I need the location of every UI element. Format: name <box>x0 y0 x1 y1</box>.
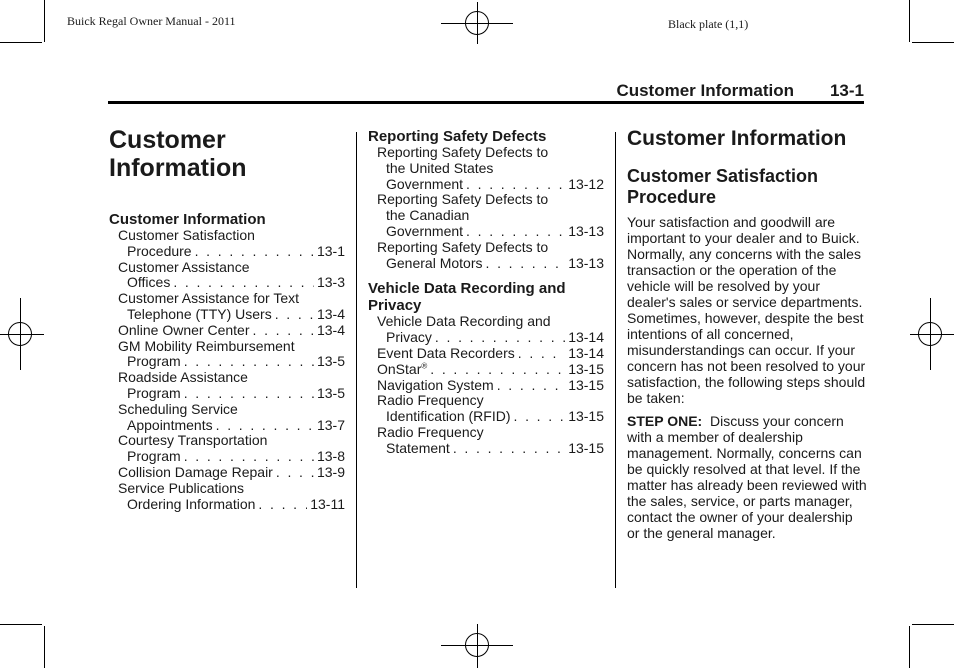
leader-dots <box>430 362 565 378</box>
toc-page-ref: 13-4 <box>316 321 345 338</box>
toc-page-ref: 13-15 <box>568 376 604 393</box>
toc-entry-line: Reporting Safety Defects to <box>377 191 549 208</box>
toc-column-2 <box>368 128 604 457</box>
toc-entry-line: OnStar <box>377 360 422 377</box>
toc-entry-line: Reporting Safety Defects to <box>377 144 549 160</box>
leader-dots <box>184 354 314 370</box>
toc-entry-line: Program <box>127 353 181 370</box>
registration-crosshair <box>0 334 44 335</box>
toc-page-ref: 13-1 <box>316 242 345 259</box>
crop-mark <box>44 0 45 42</box>
toc-entry-line: the United States <box>386 159 494 176</box>
toc-entry-line: Offices <box>127 274 171 291</box>
toc-heading-line: Vehicle Data Recording and <box>368 280 566 298</box>
toc-page-ref: 13-5 <box>316 384 345 401</box>
step-label: STEP ONE: <box>627 413 703 429</box>
leader-dots <box>184 386 314 402</box>
leader-dots <box>195 244 314 260</box>
toc-entry-line: Reporting Safety Defects to <box>377 238 549 255</box>
column-divider <box>615 132 616 588</box>
toc-entry-line: Courtesy Transportation <box>118 432 268 449</box>
toc-page-ref: 13-12 <box>568 175 604 192</box>
toc-entry-line: Customer Assistance <box>118 258 250 275</box>
chapter-title <box>109 126 247 182</box>
toc-heading-line: Privacy <box>368 297 422 315</box>
registered-mark: ® <box>421 361 428 371</box>
toc-entry[interactable] <box>109 433 345 465</box>
toc-entry[interactable] <box>368 393 604 425</box>
leader-dots <box>184 449 314 465</box>
leader-dots <box>276 465 314 481</box>
intro-paragraph: Your satisfaction and goodwill are important to your dealer and to Buick. Normally, any concerns with the sales transaction or the operation of the vehicle will be resolved by your dealer's sales or service departments. Sometimes, however, despite the best intentions of all concerned, misunderstandings can occur. If your concern has not been resolved to your satisfaction, the following steps should be taken: <box>627 214 866 406</box>
toc-entry-line: Roadside Assistance <box>118 369 248 386</box>
toc-section-heading <box>368 280 604 314</box>
toc-entry[interactable] <box>368 346 604 362</box>
toc-entry[interactable] <box>368 378 604 394</box>
leader-dots <box>513 409 565 425</box>
toc-entry-line: Event Data Recorders <box>377 344 515 361</box>
toc-entry[interactable] <box>368 145 604 192</box>
plate-label-left: Buick Regal Owner Manual - 2011 <box>67 14 236 28</box>
toc-entry[interactable] <box>109 260 345 292</box>
toc-page-ref: 13-9 <box>316 463 345 480</box>
toc-entry[interactable] <box>109 402 345 434</box>
toc-entry-line: Program <box>127 384 181 401</box>
toc-entry-line: General Motors <box>386 254 483 271</box>
toc-page-ref: 13-5 <box>316 353 345 370</box>
leader-dots <box>518 346 565 362</box>
toc-entry-line: Privacy <box>386 329 432 346</box>
toc-page-ref: 13-13 <box>568 222 604 239</box>
leader-dots <box>466 224 565 240</box>
toc-entry-line: Scheduling Service <box>118 400 238 417</box>
section-heading: Customer Information <box>627 127 847 150</box>
toc-section-heading: Reporting Safety Defects <box>368 128 547 145</box>
toc-entry[interactable] <box>368 314 604 346</box>
crop-mark <box>912 624 954 625</box>
toc-entry[interactable] <box>368 362 604 378</box>
section-body <box>627 214 867 548</box>
header-rule <box>108 101 864 104</box>
crop-mark <box>909 626 910 668</box>
toc-entry-line: Government <box>386 175 464 192</box>
toc-entry-line: Vehicle Data Recording and <box>377 313 551 330</box>
toc-entry-line: Ordering Information <box>127 495 256 512</box>
step-paragraph <box>627 413 867 541</box>
registration-crosshair <box>930 298 931 370</box>
toc-entry-line: Government <box>386 222 464 239</box>
toc-entry[interactable] <box>109 228 345 260</box>
toc-entry-line: Appointments <box>127 416 213 433</box>
toc-entry-line: Radio Frequency <box>377 392 484 409</box>
toc-section-heading: Customer Information <box>109 211 266 228</box>
toc-page-ref: 13-15 <box>568 408 604 425</box>
registration-crosshair <box>20 298 21 370</box>
chapter-title-line: Customer <box>109 126 226 154</box>
crop-mark <box>0 624 42 625</box>
toc-entry-line: Navigation System <box>377 376 494 393</box>
toc-entry-line: Customer Satisfaction <box>118 227 255 243</box>
toc-entry[interactable] <box>109 291 345 323</box>
registration-crosshair <box>477 2 478 44</box>
toc-entry-line: Statement <box>386 439 450 456</box>
toc-entry-line: Customer Assistance for Text <box>118 290 300 307</box>
chapter-title-line: Information <box>109 154 247 182</box>
toc-column-1 <box>109 211 345 512</box>
toc-page-ref: 13-14 <box>568 329 604 346</box>
registration-crosshair <box>910 334 954 335</box>
toc-entry-line: Identification (RFID) <box>386 408 511 425</box>
running-head <box>108 81 864 101</box>
toc-entry-line: GM Mobility Reimbursement <box>118 337 295 354</box>
leader-dots <box>258 497 307 513</box>
leader-dots <box>435 330 565 346</box>
crop-mark <box>912 42 954 43</box>
leader-dots <box>275 307 314 323</box>
crop-mark <box>44 626 45 668</box>
leader-dots <box>466 177 565 193</box>
toc-entry-line: Service Publications <box>118 479 245 496</box>
toc-entry[interactable] <box>368 425 604 457</box>
toc-entry-line: Online Owner Center <box>118 321 250 338</box>
toc-list <box>109 228 345 512</box>
crop-mark <box>0 42 42 43</box>
toc-page-ref: 13-15 <box>568 439 604 456</box>
leader-dots <box>453 441 565 457</box>
toc-page-ref: 13-11 <box>310 495 345 512</box>
toc-entry-line: Telephone (TTY) Users <box>127 305 272 322</box>
leader-dots <box>497 378 565 394</box>
toc-page-ref: 13-15 <box>568 360 604 377</box>
crop-mark <box>909 0 910 42</box>
running-head-title: Customer Information <box>616 81 794 100</box>
leader-dots <box>485 256 565 272</box>
toc-page-ref: 13-14 <box>568 344 604 361</box>
toc-page-ref: 13-4 <box>316 305 345 322</box>
registration-crosshair <box>477 624 478 668</box>
toc-entry[interactable] <box>368 240 604 272</box>
toc-entry[interactable] <box>368 192 604 239</box>
toc-entry-line: Procedure <box>127 242 192 259</box>
leader-dots <box>173 275 314 291</box>
page-number: 13-1 <box>829 81 864 100</box>
column-divider <box>356 132 357 588</box>
toc-entry[interactable] <box>109 339 345 371</box>
toc-entry-line: Radio Frequency <box>377 423 484 440</box>
toc-list <box>368 314 604 456</box>
leader-dots <box>216 418 314 434</box>
toc-entry-line: Program <box>127 448 181 465</box>
toc-entry[interactable] <box>109 481 345 513</box>
toc-list <box>368 145 604 271</box>
toc-entry[interactable] <box>109 323 345 339</box>
step-text: Discuss your concern with a member of dealership management. Normally, concerns can be quickly resolved at that level. If the matter has already been reviewed with the sales, service, or parts manager, contact the owner of your dealership or the general manager. <box>627 413 867 541</box>
toc-page-ref: 13-13 <box>568 254 604 271</box>
toc-page-ref: 13-3 <box>316 274 345 291</box>
toc-entry[interactable] <box>109 370 345 402</box>
toc-entry-line: the Canadian <box>386 207 470 224</box>
toc-entry-line: Collision Damage Repair <box>118 463 273 480</box>
leader-dots <box>253 323 314 339</box>
plate-label-right: Black plate (1,1) <box>668 17 749 31</box>
toc-page-ref: 13-8 <box>316 448 345 465</box>
toc-page-ref: 13-7 <box>316 416 345 433</box>
subsection-heading: Customer Satisfaction Procedure <box>627 166 819 207</box>
toc-entry[interactable] <box>109 465 345 481</box>
